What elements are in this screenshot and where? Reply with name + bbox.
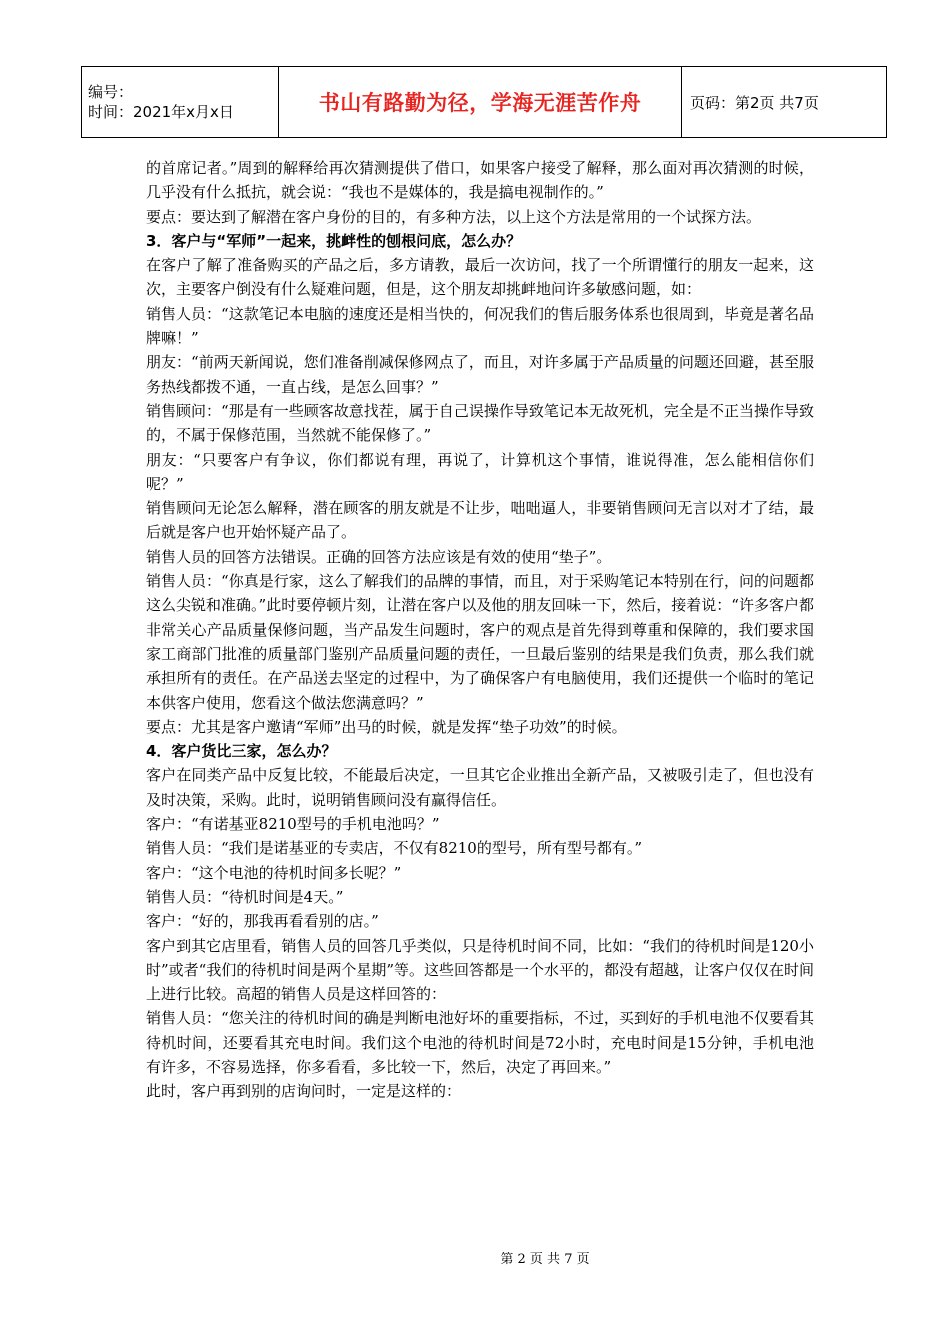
section-heading: 4．客户货比三家，怎么办？ (146, 742, 337, 761)
footer-page-number: 第 2 页 共 7 页 (500, 1252, 590, 1267)
paragraph: 销售人员的回答方法错误。正确的回答方法应该是有效的使用“垫子”。 (146, 547, 612, 566)
paragraph: 销售人员：“这款笔记本电脑的速度还是相当快的，何况我们的售后服务体系也很周到，毕竟是著名品牌嘛！” (146, 304, 814, 348)
paragraph: 销售人员：“您关注的待机时间的确是判断电池好坏的重要指标，不过，买到好的手机电池不仅要看其待机时间，还要看其充电时间。我们这个电池的待机时间是72小时，充电时间是15分钟，手机电池有许多，不容易选择，你多看看，多比较一下，然后，决定了再回来。” (146, 1009, 814, 1076)
page-footer (0, 1248, 950, 1267)
header-meta (82, 67, 279, 138)
paragraph: 客户：“有诺基亚8210型号的手机电池吗？” (146, 815, 440, 834)
paragraph: 在客户了解了准备购买的产品之后，多方请教，最后一次访问，找了一个所谓懂行的朋友一起来，这次，主要客户倒没有什么疑难问题，但是，这个朋友却挑衅地问许多敏感问题，如： (146, 256, 814, 299)
header-page-number: 页码：第2页 共7页 (682, 67, 887, 138)
paragraph: 朋友：“前两天新闻说，您们准备削减保修网点了，而且，对许多属于产品质量的问题还回避，甚至服务热线都拨不通，一直占线，是怎么回事？” (146, 353, 814, 396)
paragraph: 销售人员：“待机时间是4天。” (146, 887, 344, 906)
paragraph: 要点：要达到了解潜在客户身份的目的，有多种方法，以上这个方法是常用的一个试探方法。 (146, 207, 762, 226)
section-heading: 3．客户与“军师”一起来，挑衅性的刨根问底，怎么办？ (146, 231, 522, 250)
paragraph: 客户：“好的，那我再看看别的店。” (146, 912, 379, 931)
document-number-label: 编号： (88, 83, 134, 101)
paragraph: 朋友：“只要客户有争议，你们都说有理，再说了，计算机这个事情，谁说得准，怎么能相信你们呢？” (146, 450, 814, 493)
page-header (81, 66, 887, 138)
paragraph: 客户在同类产品中反复比较，不能最后决定，一旦其它企业推出全新产品，又被吸引走了，但也没有及时决策，采购。此时，说明销售顾问没有赢得信任。 (146, 766, 814, 809)
paragraph: 销售顾问：“那是有一些顾客故意找茬，属于自己误操作导致笔记本无故死机，完全是不正当操作导致的，不属于保修范围，当然就不能保修了。” (146, 401, 814, 445)
paragraph: 销售人员：“你真是行家，这么了解我们的品牌的事情，而且，对于采购笔记本特别在行，问的问题都这么尖锐和准确。”此时要停顿片刻，让潜在客户以及他的朋友回味一下，然后，接着说：“许多客户都非常关心产品质量保修问题，当产品发生问题时，客户的观点是首先得到尊重和保障的，我们要求国家工商部门批准的质量部门鉴别产品质量问题的责任，一旦最后鉴别的结果是我们负责，那么我们就承担所有的责任。在产品送去坚定的过程中，为了确保客户有电脑使用，我们还提供一个临时的笔记本供客户使用，您看这个做法您满意吗？” (146, 572, 814, 712)
paragraph: 销售人员：“我们是诺基亚的专卖店，不仅有8210的型号，所有型号都有。” (146, 839, 643, 858)
paragraph: 此时，客户再到别的店询问时，一定是这样的： (146, 1082, 462, 1101)
paragraph: 的首席记者。”周到的解释给再次猜测提供了借口，如果客户接受了解释，那么面对再次猜测的时候，几乎没有什么抵抗，就会说：“我也不是媒体的，我是搞电视制作的。” (146, 159, 814, 202)
document-body (146, 156, 814, 1104)
paragraph: 客户：“这个电池的待机时间多长呢？” (146, 863, 402, 882)
paragraph: 客户到其它店里看，销售人员的回答几乎类似，只是待机时间不同，比如：“我们的待机时间是120小时”或者“我们的待机时间是两个星期”等。这些回答都是一个水平的，都没有超越，让客户仅仅在时间上进行比较。高超的销售人员是这样回答的： (146, 936, 815, 1004)
document-date-label: 时间：2021年x月x日 (88, 103, 234, 121)
paragraph: 要点：尤其是客户邀请“军师”出马的时候，就是发挥“垫子功效”的时候。 (146, 717, 627, 736)
header-motto: 书山有路勤为径，学海无涯苦作舟 (279, 67, 682, 138)
paragraph: 销售顾问无论怎么解释，潜在顾客的朋友就是不让步，咄咄逼人，非要销售顾问无言以对才了结，最后就是客户也开始怀疑产品了。 (146, 499, 814, 542)
